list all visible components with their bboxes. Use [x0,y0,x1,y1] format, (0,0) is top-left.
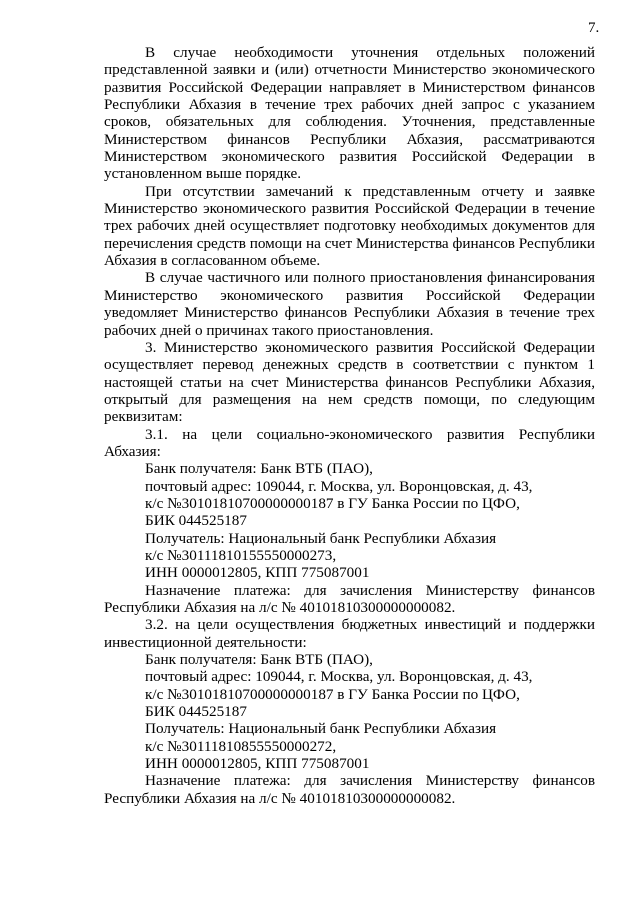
section-2-recipient: Получатель: Национальный банк Республики Абхазия [145,720,497,738]
page-number: 7. [588,20,600,36]
section-2-heading: 3.2. на цели осуществления бюджетных инвестиций и поддержки инвестиционной деятельности: [104,616,595,651]
section-2-recipient-account: к/с №30111810855550000272, [145,737,337,755]
section-2-bank: Банк получателя: Банк ВТБ (ПАО), [145,651,373,669]
section-1-recipient: Получатель: Национальный банк Республики Абхазия [145,529,497,547]
section-1-bik: БИК 044525187 [145,512,247,530]
paragraph-clarification: В случае необходимости уточнения отдельных положений представленной заявки и (или) отчетности Министерство экономического развития Российской Федерации направляет в Министерством финансов Республики Абхазия в течение трех рабочих дней запрос с указанием сроков, обязательных для соблюдения. Уточнения, представленные Министерством финансов Республики Абхазия, рассматриваются Министерством экономического развития Российской Федерации в установленном выше порядке. [104,44,595,183]
paragraph-suspension: В случае частичного или полного приостановления финансирования Министерство экономического развития Российской Федерации уведомляет Министерство финансов Республики Абхазия в течение трех рабочих дней о причинах такого приостановления. [104,269,595,339]
requisites-section-1 [104,426,595,617]
section-1-address: почтовый адрес: 109044, г. Москва, ул. Воронцовская, д. 43, [145,477,533,495]
section-1-bank: Банк получателя: Банк ВТБ (ПАО), [145,460,373,478]
section-1-purpose: Назначение платежа: для зачисления Министерству финансов Республики Абхазия на л/с № 40101810300000000082. [104,581,595,616]
section-2-bik: БИК 044525187 [145,703,247,721]
section-1-corr-account: к/с №30101810700000000187 в ГУ Банка России по ЦФО, [145,494,520,512]
section-2-purpose: Назначение платежа: для зачисления Министерству финансов Республики Абхазия на л/с № 40101810300000000082. [104,772,595,807]
section-1-heading: 3.1. на цели социально-экономического развития Республики Абхазия: [104,425,595,460]
section-2-corr-account: к/с №30101810700000000187 в ГУ Банка России по ЦФО, [145,685,520,703]
section-1-inn-kpp: ИНН 0000012805, КПП 775087001 [145,564,370,582]
paragraph-transfer: 3. Министерство экономического развития Российской Федерации осуществляет перевод денежных средств в соответствии с пунктом 1 настоящей статьи на счет Министерства финансов Республики Абхазия, открытый для размещения на нем средств помощи, по следующим реквизитам: [104,338,595,426]
requisites-section-2 [104,616,595,807]
document-body [104,44,595,807]
section-2-inn-kpp: ИНН 0000012805, КПП 775087001 [145,755,370,773]
paragraph-no-remarks: При отсутствии замечаний к представленным отчету и заявке Министерство экономического развития Российской Федерации в течение трех рабочих дней осуществляет подготовку необходимых документов для перечисления средств помощи на счет Министерства финансов Республики Абхазия в согласованном объеме. [104,182,595,270]
section-2-address: почтовый адрес: 109044, г. Москва, ул. Воронцовская, д. 43, [145,668,533,686]
section-1-recipient-account: к/с №30111810155550000273, [145,546,337,564]
